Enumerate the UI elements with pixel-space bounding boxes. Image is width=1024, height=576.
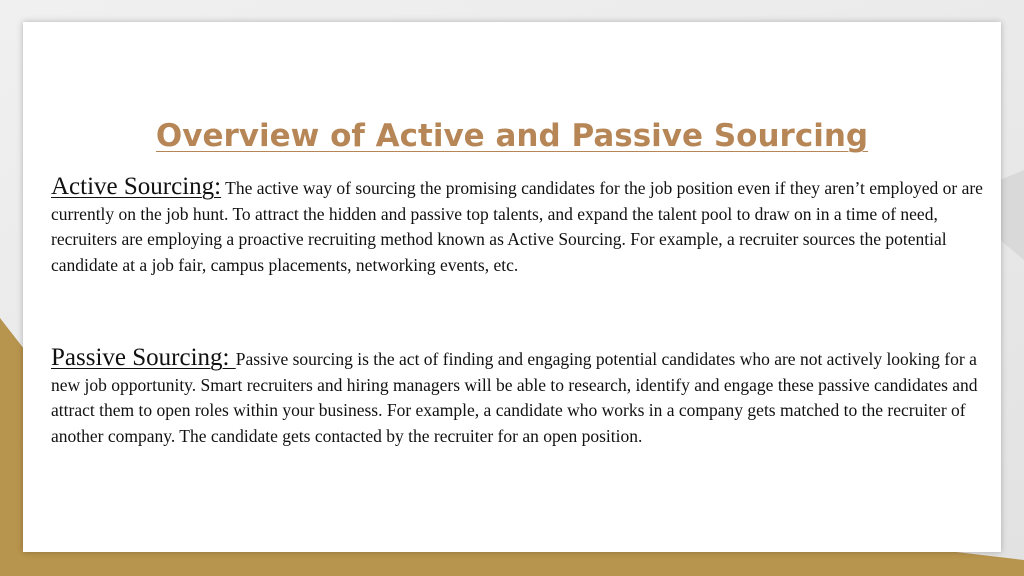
slide-title: Overview of Active and Passive Sourcing: [155, 118, 869, 154]
passive-sourcing-paragraph: [51, 345, 986, 449]
content-card: [23, 22, 1001, 552]
passive-sourcing-text: Passive sourcing is the act of finding and engaging potential candidates who are not actively looking for a new job opportunity. Smart recruiters and hiring managers will be able to research, identify and engage these passive candidates and attract them to open roles within your business. For example, a candidate who works in a company gets matched to the recruiter of another company. The candidate gets contacted by the recruiter for an open position.: [51, 349, 978, 446]
grey-right-wedge: [1000, 170, 1024, 260]
active-sourcing-heading: Active Sourcing:: [51, 173, 222, 200]
active-sourcing-text: The active way of sourcing the promising candidates for the job position even if they aren’t employed or are currently on the job hunt. To attract the hidden and passive top talents, and expand the talent pool to draw on in a time of need, recruiters are employing a proactive recruiting method known as Active Sourcing. For example, a recruiter sources the potential candidate at a job fair, campus placements, networking events, etc.: [51, 178, 983, 275]
passive-sourcing-heading: Passive Sourcing:: [51, 344, 236, 371]
active-sourcing-paragraph: [51, 174, 986, 278]
